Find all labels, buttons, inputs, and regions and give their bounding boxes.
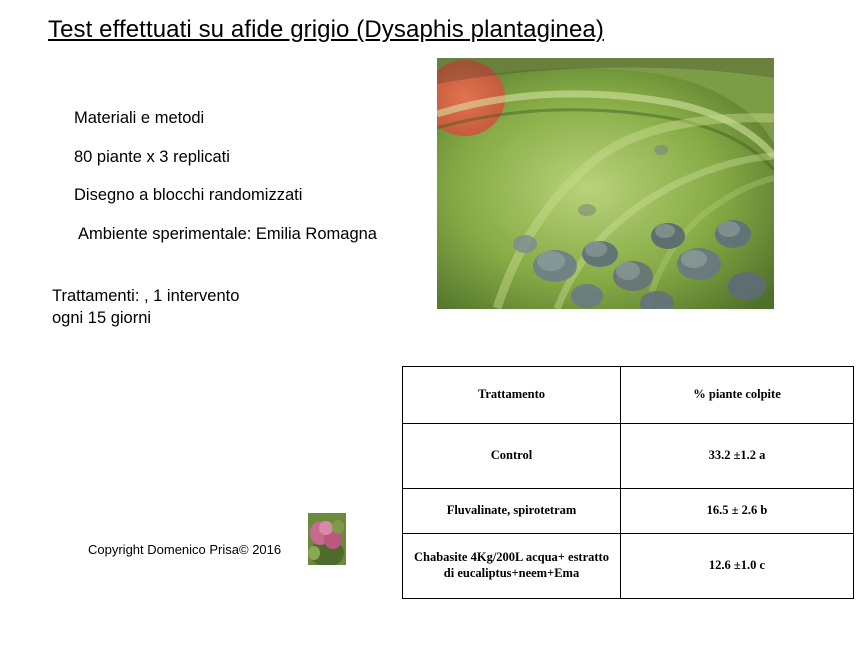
- cell-treatment: Control: [403, 424, 621, 489]
- treatments-line-2: ogni 15 giorni: [52, 309, 152, 328]
- page-title: Test effettuati su afide grigio (Dysaphis plantaginea): [48, 16, 604, 43]
- bullet-list: [74, 110, 444, 264]
- aphid-leaf-photo: [437, 58, 774, 309]
- table-header-row: [403, 367, 854, 424]
- list-item: 80 piante x 3 replicati: [74, 147, 230, 166]
- column-header-percent: % piante colpite: [621, 367, 854, 424]
- cell-treatment: Chabasite 4Kg/200L acqua+ estratto di eucaliptus+neem+Ema: [403, 534, 621, 599]
- cell-percent: 33.2 ±1.2 a: [621, 424, 854, 489]
- results-table: [402, 366, 854, 599]
- cell-percent: 16.5 ± 2.6 b: [621, 489, 854, 534]
- table-row: [403, 424, 854, 489]
- cell-percent: 12.6 ±1.0 c: [621, 534, 854, 599]
- list-item: Disegno a blocchi randomizzati: [74, 186, 303, 204]
- table-row: [403, 489, 854, 534]
- list-item: Ambiente sperimentale: Emilia Romagna: [78, 224, 377, 243]
- copyright-text: Copyright Domenico Prisa© 2016: [88, 542, 282, 557]
- treatments-note: [52, 285, 452, 330]
- column-header-treatment: Trattamento: [403, 367, 621, 424]
- cactus-flower-thumbnail: [308, 513, 346, 565]
- table-row: [403, 534, 854, 599]
- list-item: Materiali e metodi: [74, 109, 205, 127]
- cell-treatment: Fluvalinate, spirotetram: [403, 489, 621, 534]
- treatments-line-1: Trattamenti: , 1 intervento: [52, 287, 240, 305]
